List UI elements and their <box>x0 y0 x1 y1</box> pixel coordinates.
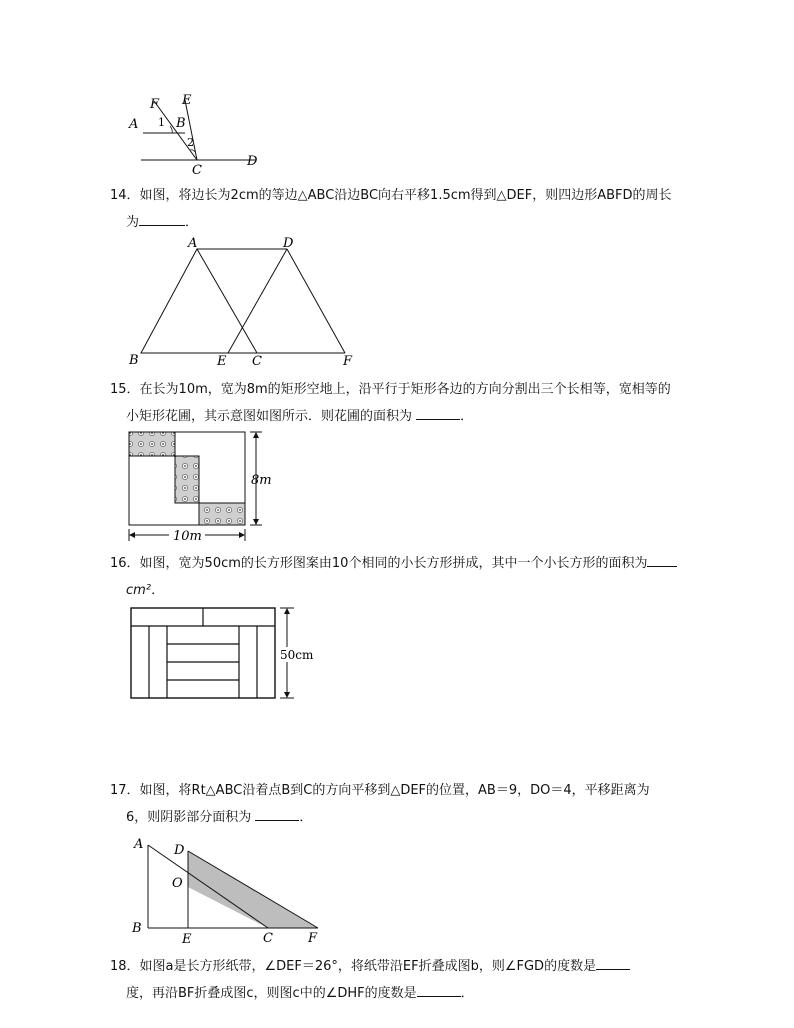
q17-label-B: B <box>132 921 142 936</box>
q13-label-B: B <box>176 116 186 131</box>
flowerbed-3 <box>199 503 245 525</box>
flowerbed-1 <box>129 432 175 456</box>
q16-figure <box>125 604 325 704</box>
q17-text-line1: 如图，将Rt△ABC沿着点B到C的方向平移到△DEF的位置，AB＝9，DO＝4，平移距离为 <box>139 783 650 798</box>
q14-figure <box>125 232 365 372</box>
q14-line2-end: ． <box>185 215 199 230</box>
q17-text-line2: 6，则阴影部分面积为 <box>126 810 252 825</box>
q17-line2-end: ． <box>299 810 313 825</box>
q17-label-C: C <box>263 931 273 946</box>
q16-answer-blank[interactable] <box>647 554 677 567</box>
q13-label-D: D <box>247 154 258 169</box>
q14-text-line1: 如图，将边长为2cm的等边△ABC沿边BC向右平移1.5cm得到△DEF，则四边形ABFD的周长 <box>139 188 672 203</box>
q16-text-line2: cm²． <box>126 583 165 598</box>
q13-angle-2: 2 <box>187 136 194 149</box>
q16-text-line1: 如图，宽为50cm的长方形图案由10个相同的小长方形拼成，其中一个小长方形的面积为 <box>139 556 648 571</box>
q16-height-label: 50cm <box>280 648 314 662</box>
q14-answer-blank[interactable] <box>139 213 185 226</box>
question-16 <box>110 550 710 604</box>
q15-line2-end: ． <box>460 409 474 424</box>
q15-text-line2: 小矩形花圃，其示意图如图所示．则花圃的面积为 <box>126 409 413 424</box>
q17-label-A: A <box>134 837 144 852</box>
q13-label-F: F <box>150 97 160 112</box>
q14-number: 14． <box>110 188 140 203</box>
q13-label-E: E <box>182 93 192 108</box>
q18-answer-blank-2[interactable] <box>417 984 461 997</box>
q15-text-line1: 在长为10m，宽为8m的矩形空地上，沿平行于矩形各边的方向分割出三个长相等，宽相等的 <box>139 382 671 397</box>
q18-line2-end: ． <box>460 986 474 1001</box>
question-18 <box>110 953 710 1007</box>
q13-label-A: A <box>129 117 139 132</box>
q18-number: 18． <box>110 959 140 974</box>
q14-label-B: B <box>129 353 139 368</box>
q17-figure <box>125 834 335 948</box>
q15-width-label: 10m <box>173 529 202 544</box>
q17-label-D: D <box>174 843 185 858</box>
q15-figure <box>125 428 285 548</box>
q14-label-F: F <box>343 354 353 369</box>
q14-text-line2: 为 <box>126 215 140 230</box>
q14-label-A: A <box>188 236 198 251</box>
q17-label-F: F <box>308 931 318 946</box>
q18-text-line2: 度，再沿BF折叠成图c，则图c中的∠DHF的度数是 <box>126 986 417 1001</box>
q16-number: 16． <box>110 556 140 571</box>
q17-label-E: E <box>182 932 192 947</box>
flowerbed-2 <box>175 456 199 503</box>
q18-answer-blank-1[interactable] <box>596 957 630 970</box>
q14-label-D: D <box>283 236 294 251</box>
q14-label-C: C <box>252 354 262 369</box>
q17-answer-blank[interactable] <box>255 808 299 821</box>
q13-label-C: C <box>192 163 202 178</box>
q15-height-label: 8m <box>251 473 272 488</box>
q14-label-E: E <box>217 354 227 369</box>
q15-number: 15． <box>110 382 140 397</box>
question-15 <box>110 376 710 430</box>
question-17 <box>110 777 710 831</box>
q17-number: 17． <box>110 783 140 798</box>
q17-label-O: O <box>172 876 183 891</box>
question-14 <box>110 182 710 236</box>
q15-answer-blank[interactable] <box>416 407 460 420</box>
q13-figure <box>125 92 275 182</box>
q13-angle-1: 1 <box>158 116 165 129</box>
q18-text-line1: 如图a是长方形纸带，∠DEF＝26°，将纸带沿EF折叠成图b，则∠FGD的度数是 <box>139 959 597 974</box>
